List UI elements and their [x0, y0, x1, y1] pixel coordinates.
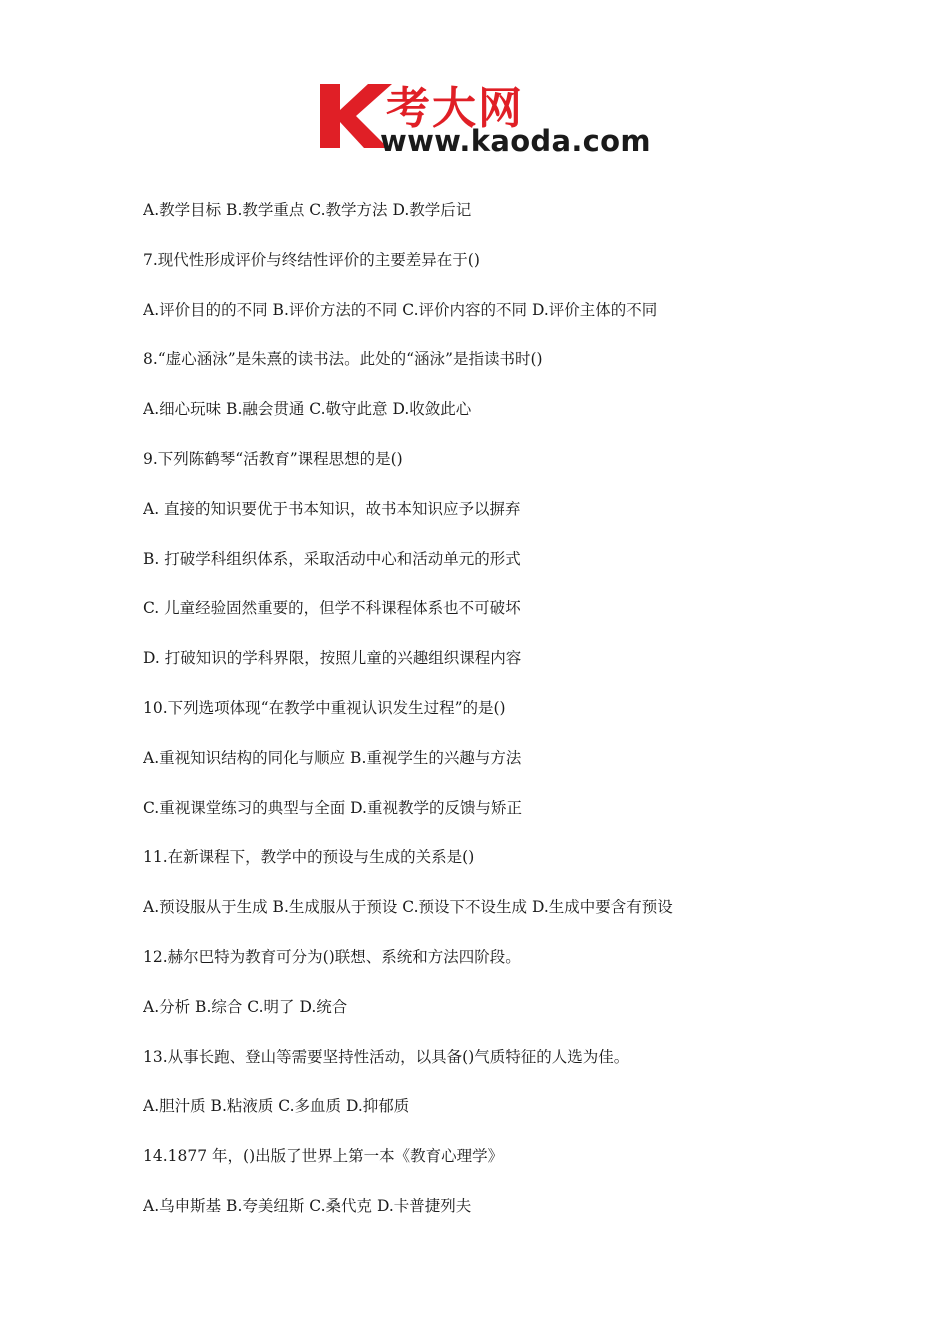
option-9a: A. 直接的知识要优于书本知识，故书本知识应予以摒弃 — [143, 499, 521, 518]
question-9: 9.下列陈鹤琴“活教育”课程思想的是() — [143, 449, 403, 468]
document-body — [143, 195, 843, 1241]
kaoda-logo — [318, 78, 651, 160]
answer-options-10-ab: A.重视知识结构的同化与顺应 B.重视学生的兴趣与方法 — [143, 748, 522, 767]
question-7: 7.现代性形成评价与终结性评价的主要差异在于() — [143, 250, 480, 269]
answer-options-7: A.评价目的的不同 B.评价方法的不同 C.评价内容的不同 D.评价主体的不同 — [143, 300, 658, 319]
answer-options-8: A.细心玩味 B.融会贯通 C.敬守此意 D.收敛此心 — [143, 400, 472, 419]
answer-options-13: A.胆汁质 B.粘液质 C.多血质 D.抑郁质 — [143, 1097, 410, 1116]
question-10: 10.下列选项体现“在教学中重视认识发生过程”的是() — [143, 698, 506, 717]
option-9b: B. 打破学科组织体系，采取活动中心和活动单元的形式 — [143, 549, 521, 568]
option-9c: C. 儿童经验固然重要的，但学不科课程体系也不可破坏 — [143, 599, 521, 618]
question-11: 11.在新课程下，教学中的预设与生成的关系是() — [143, 848, 475, 867]
answer-options-6: A.教学目标 B.教学重点 C.教学方法 D.教学后记 — [143, 201, 472, 219]
question-12: 12.赫尔巴特为教育可分为()联想、系统和方法四阶段。 — [143, 947, 521, 966]
answer-options-12: A.分析 B.综合 C.明了 D.统合 — [143, 997, 348, 1016]
option-9d: D. 打破知识的学科界限，按照儿童的兴趣组织课程内容 — [143, 649, 522, 668]
answer-options-10-cd: C.重视课堂练习的典型与全面 D.重视教学的反馈与矫正 — [143, 798, 522, 817]
question-8: 8.“虚心涵泳”是朱熹的读书法。此处的“涵泳”是指读书时() — [143, 350, 543, 369]
answer-options-11: A.预设服从于生成 B.生成服从于预设 C.预设下不设生成 D.生成中要含有预设 — [143, 898, 673, 917]
question-13: 13.从事长跑、登山等需要坚持性活动，以具备()气质特征的人选为佳。 — [143, 1047, 630, 1066]
answer-options-14: A.乌申斯基 B.夸美纽斯 C.桑代克 D.卡普捷列夫 — [143, 1196, 472, 1215]
logo-url: www.kaoda.com — [380, 124, 651, 158]
question-14: 14.1877 年，()出版了世界上第一本《教育心理学》 — [143, 1147, 504, 1166]
logo-name: 考大网 — [386, 83, 524, 134]
